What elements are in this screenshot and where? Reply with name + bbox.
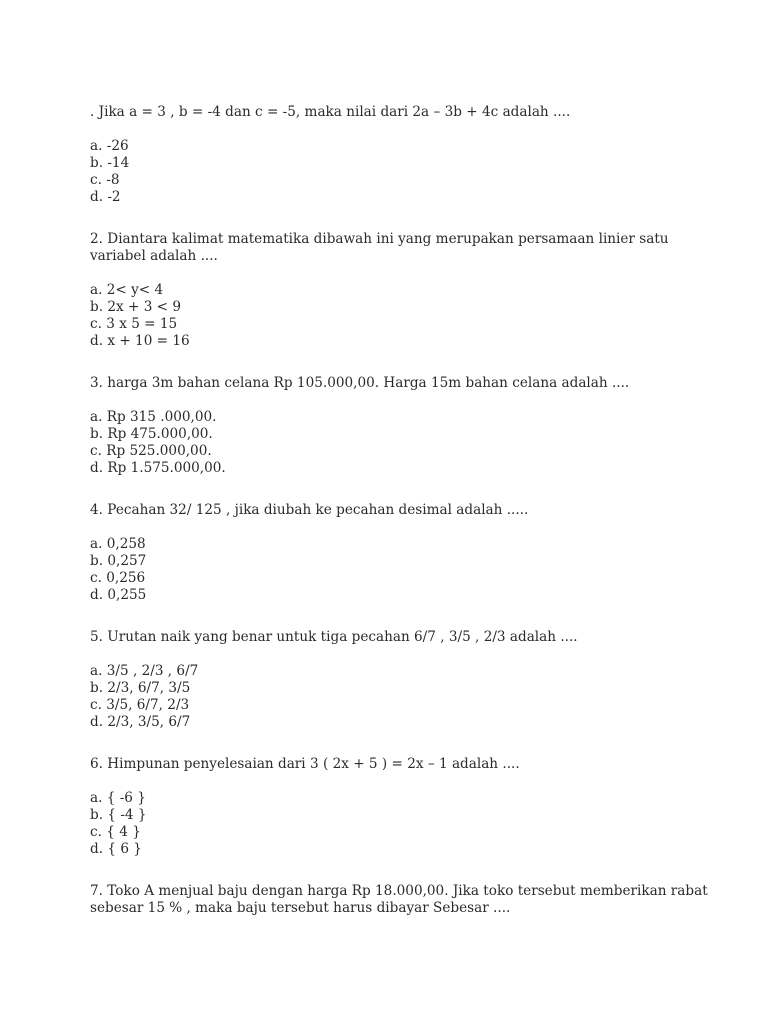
question-7 <box>90 883 710 917</box>
option-d: d. 2/3, 3/5, 6/7 <box>90 714 191 730</box>
option-a: a. 2< y< 4 <box>90 282 164 298</box>
question-6 <box>90 756 710 858</box>
question-text: 3. harga 3m bahan celana Rp 105.000,00. Harga 15m bahan celana adalah .... <box>90 375 630 391</box>
question-5 <box>90 629 710 731</box>
question-text: 4. Pecahan 32/ 125 , jika diubah ke pecahan desimal adalah ..... <box>90 502 529 518</box>
question-2 <box>90 231 710 350</box>
option-b: b. 2/3, 6/7, 3/5 <box>90 680 191 696</box>
answer-options <box>90 409 710 477</box>
option-d: d. Rp 1.575.000,00. <box>90 460 226 476</box>
question-text: 5. Urutan naik yang benar untuk tiga pecahan 6/7 , 3/5 , 2/3 adalah .... <box>90 629 578 645</box>
question-text: 2. Diantara kalimat matematika dibawah ini yang merupakan persamaan linier satu variabel adalah .... <box>90 231 669 264</box>
answer-options <box>90 790 710 858</box>
answer-options <box>90 663 710 731</box>
answer-options <box>90 138 710 206</box>
option-d: d. { 6 } <box>90 841 142 857</box>
option-a: a. -26 <box>90 138 129 154</box>
document-page <box>90 104 710 925</box>
option-a: a. 3/5 , 2/3 , 6/7 <box>90 663 199 679</box>
option-b: b. -14 <box>90 155 130 171</box>
question-text: . Jika a = 3 , b = -4 dan c = -5, maka nilai dari 2a – 3b + 4c adalah .... <box>90 104 571 120</box>
option-a: a. Rp 315 .000,00. <box>90 409 217 425</box>
answer-options <box>90 536 710 604</box>
question-3 <box>90 375 710 477</box>
option-c: c. -8 <box>90 172 120 188</box>
option-c: c. 3 x 5 = 15 <box>90 316 178 332</box>
option-c: c. { 4 } <box>90 824 141 840</box>
option-d: d. -2 <box>90 189 121 205</box>
option-b: b. 0,257 <box>90 553 147 569</box>
option-b: b. Rp 475.000,00. <box>90 426 213 442</box>
option-b: b. { -4 } <box>90 807 147 823</box>
option-d: d. 0,255 <box>90 587 147 603</box>
question-text: 7. Toko A menjual baju dengan harga Rp 18.000,00. Jika toko tersebut memberikan rabat sebesar 15 % , maka baju tersebut harus dibayar Sebesar .... <box>90 883 708 916</box>
answer-options <box>90 282 710 350</box>
question-1 <box>90 104 710 206</box>
question-text: 6. Himpunan penyelesaian dari 3 ( 2x + 5 ) = 2x – 1 adalah .... <box>90 756 520 772</box>
option-d: d. x + 10 = 16 <box>90 333 190 349</box>
option-b: b. 2x + 3 < 9 <box>90 299 182 315</box>
option-c: c. Rp 525.000,00. <box>90 443 212 459</box>
option-a: a. 0,258 <box>90 536 146 552</box>
option-c: c. 0,256 <box>90 570 146 586</box>
option-a: a. { -6 } <box>90 790 146 806</box>
question-4 <box>90 502 710 604</box>
option-c: c. 3/5, 6/7, 2/3 <box>90 697 190 713</box>
